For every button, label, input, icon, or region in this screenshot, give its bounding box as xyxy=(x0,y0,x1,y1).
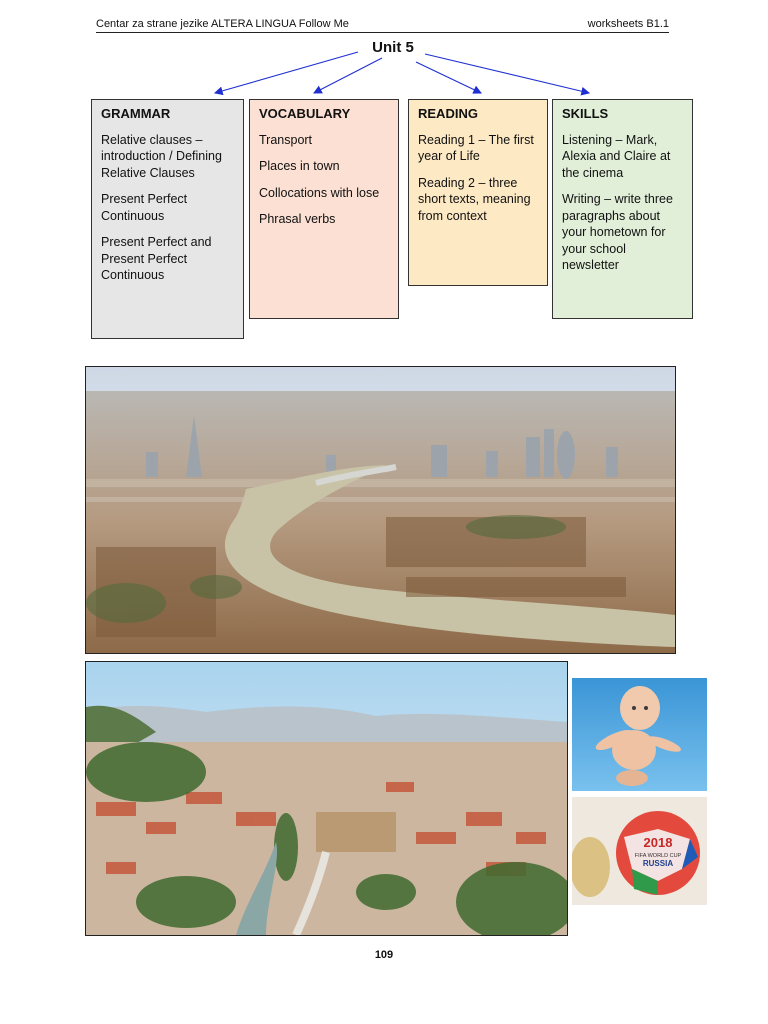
reading-item: Reading 1 – The first year of Life xyxy=(418,132,534,163)
grammar-item: Present Perfect Continuous xyxy=(101,192,188,223)
ball-line1-text: FIFA WORLD CUP xyxy=(634,853,682,859)
vocabulary-title: VOCABULARY xyxy=(259,106,351,121)
grammar-title: GRAMMAR xyxy=(101,106,171,121)
skills-item: Writing – write three paragraphs about your hometown for your school newsletter xyxy=(562,192,673,272)
skills-item: Listening – Mark, Alexia and Claire at the cinema xyxy=(562,132,671,180)
skills-title: SKILLS xyxy=(562,106,609,121)
page-number: 109 xyxy=(374,949,394,961)
unit-arrows xyxy=(0,0,768,100)
grammar-item: Present Perfect and Present Perfect Continuous xyxy=(101,235,212,282)
unit-title: Unit 5 xyxy=(372,39,414,56)
vocabulary-item: Collocations with lose xyxy=(259,185,380,200)
vocabulary-item: Transport xyxy=(259,132,313,147)
arrow-to-skills xyxy=(425,54,589,93)
vocabulary-item: Phrasal verbs xyxy=(259,212,336,226)
arrow-to-grammar xyxy=(215,52,358,93)
header-right-text: worksheets B1.1 xyxy=(587,18,669,30)
reading-box xyxy=(408,99,548,286)
grammar-item: Relative clauses – introduction / Defining Relative Clauses xyxy=(101,132,222,180)
skills-box xyxy=(552,99,693,319)
header-left-text: Centar za strane jezike ALTERA LINGUA Follow Me xyxy=(96,18,349,30)
sarajevo-city-photo xyxy=(85,661,568,936)
vocabulary-box xyxy=(249,99,399,319)
reading-title: READING xyxy=(418,106,478,121)
reading-item: Reading 2 – three short texts, meaning from context xyxy=(418,175,531,223)
arrow-to-reading xyxy=(416,62,481,93)
grammar-box xyxy=(91,99,244,339)
ball-line2-text: RUSSIA xyxy=(642,859,674,868)
ball-year-text: 2018 xyxy=(643,835,673,850)
arrow-to-vocabulary xyxy=(314,58,382,93)
baby-swimming-photo xyxy=(572,678,707,791)
world-cup-ball-photo xyxy=(572,797,707,905)
london-city-photo xyxy=(85,366,676,654)
vocabulary-item: Places in town xyxy=(259,159,340,173)
